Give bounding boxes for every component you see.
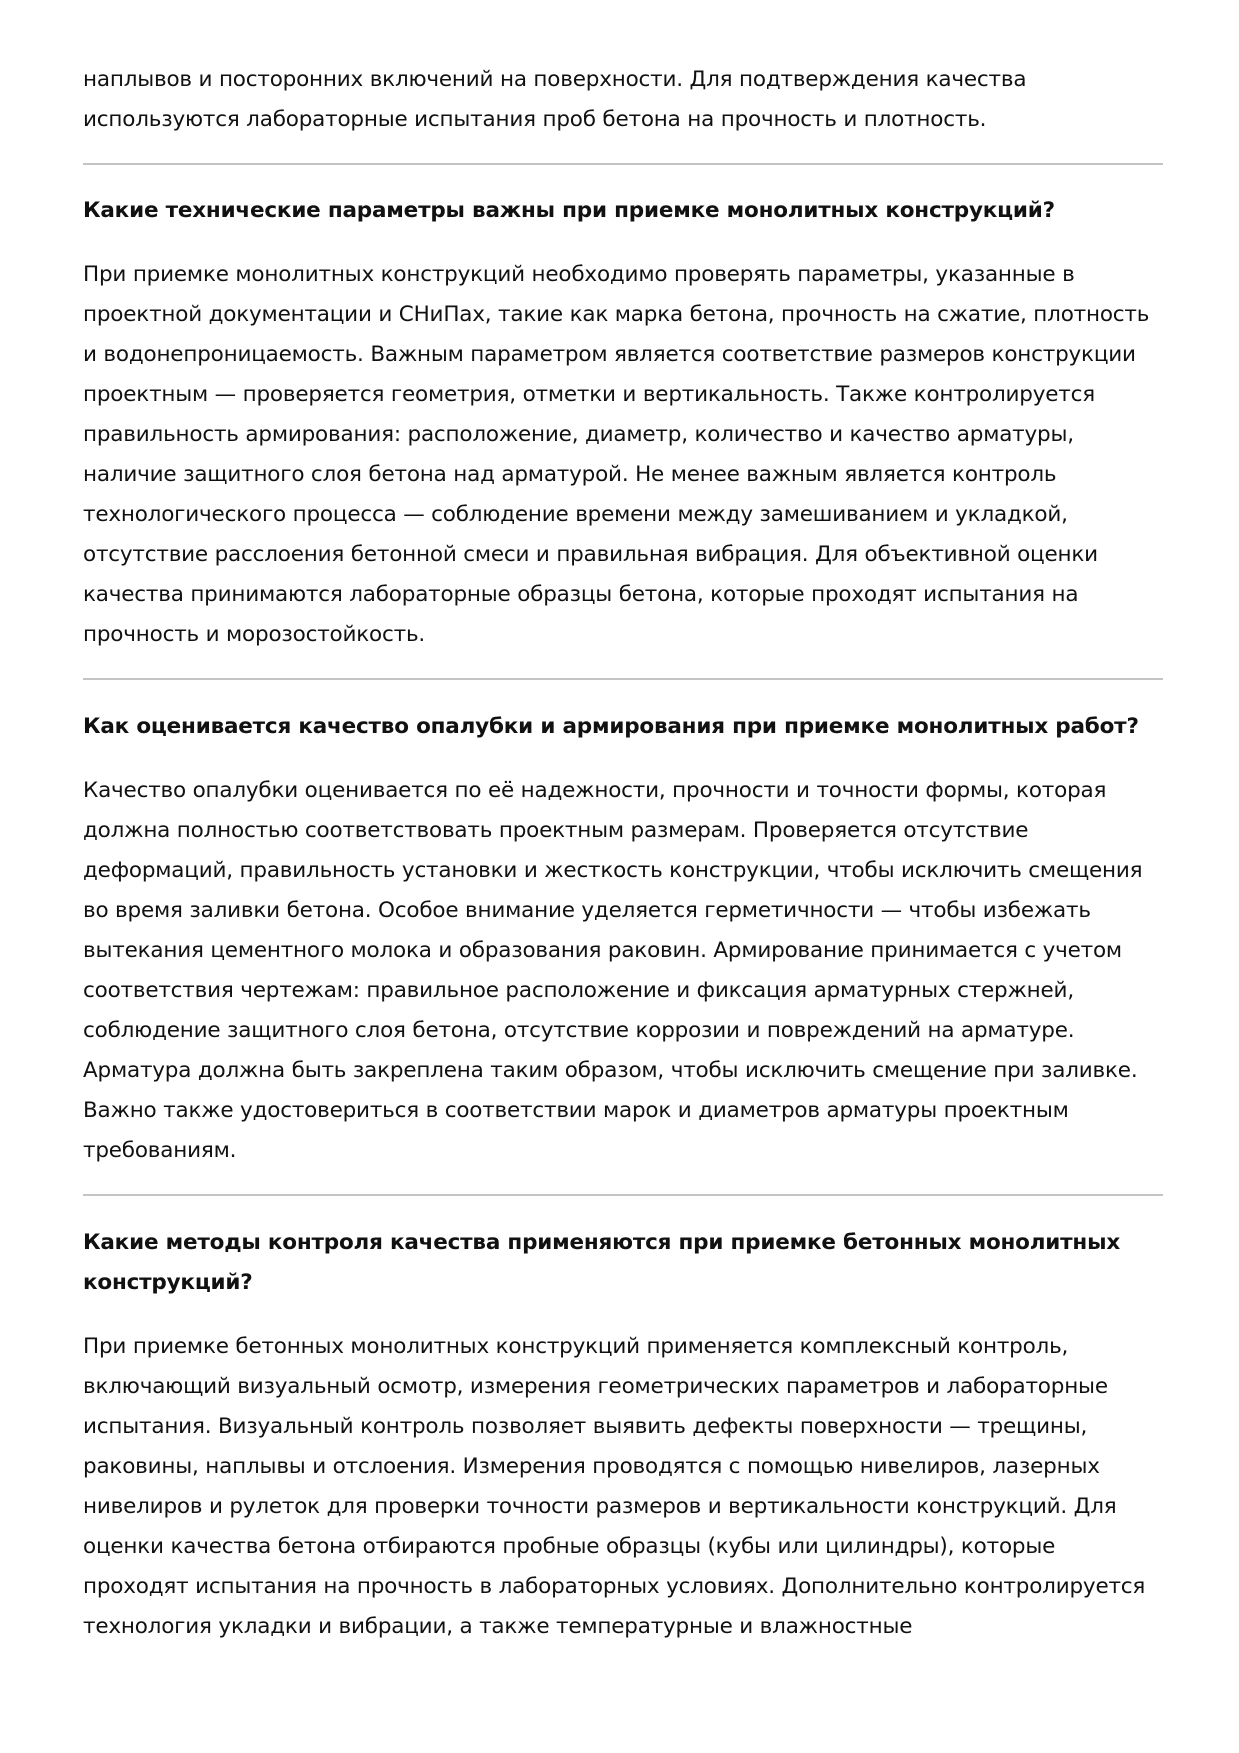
faq-question: Какие технические параметры важны при приемке монолитных конструкций? bbox=[83, 198, 1055, 223]
faq-question: Как оценивается качество опалубки и армирования при приемке монолитных работ? bbox=[83, 714, 1139, 739]
faq-item bbox=[83, 1194, 1163, 1647]
faq-question: Какие методы контроля качества применяются при приемке бетонных монолитных конструкций? bbox=[83, 1230, 1120, 1295]
faq-answer: Качество опалубки оценивается по её надежности, прочности и точности формы, которая должна полностью соответствовать проектным размерам. Проверяется отсутствие деформаций, правильность установки и жесткость конструкции, чтобы исключить смещения во время заливки бетона. Особое внимание уделяется герметичности — чтобы избежать вытекания цементного молока и образования раковин. Армирование принимается с учетом соответствия чертежам: правильное расположение и фиксация арматурных стержней, соблюдение защитного слоя бетона, отсутствие коррозии и повреждений на арматуре. Арматура должна быть закреплена таким образом, чтобы исключить смещение при заливке. Важно также удостовериться в соответствии марок и диаметров арматуры проектным требованиям. bbox=[83, 778, 1143, 1163]
faq-answer: При приемке бетонных монолитных конструкций применяется комплексный контроль, включающий визуальный осмотр, измерения геометрических параметров и лабораторные испытания. Визуальный контроль позволяет выявить дефекты поверхности — трещины, раковины, наплывы и отслоения. Измерения проводятся с помощью нивелиров, лазерных нивелиров и рулеток для проверки точности размеров и вертикальности конструкций. Для оценки качества бетона отбираются пробные образцы (кубы или цилиндры), которые проходят испытания на прочность в лабораторных условиях. Дополнительно контролируется технология укладки и вибрации, а также температурные и влажностные bbox=[83, 1334, 1146, 1639]
faq-item bbox=[83, 678, 1163, 1171]
intro-paragraph: наплывов и посторонних включений на поверхности. Для подтверждения качества используются лабораторные испытания проб бетона на прочность и плотность. bbox=[83, 67, 1027, 132]
faq-answer: При приемке монолитных конструкций необходимо проверять параметры, указанные в проектной документации и СНиПах, такие как марка бетона, прочность на сжатие, плотность и водонепроницаемость. Важным параметром является соответствие размеров конструкции проектным — проверяется геометрия, отметки и вертикальность. Также контролируется правильность армирования: расположение, диаметр, количество и качество арматуры, наличие защитного слоя бетона над арматурой. Не менее важным является контроль технологического процесса — соблюдение времени между замешиванием и укладкой, отсутствие расслоения бетонной смеси и правильная вибрация. Для объективной оценки качества принимаются лабораторные образцы бетона, которые проходят испытания на прочность и морозостойкость. bbox=[83, 262, 1150, 647]
document-page bbox=[83, 60, 1163, 1647]
divider bbox=[83, 1194, 1163, 1196]
divider bbox=[83, 163, 1163, 165]
divider bbox=[83, 678, 1163, 680]
faq-item bbox=[83, 163, 1163, 655]
